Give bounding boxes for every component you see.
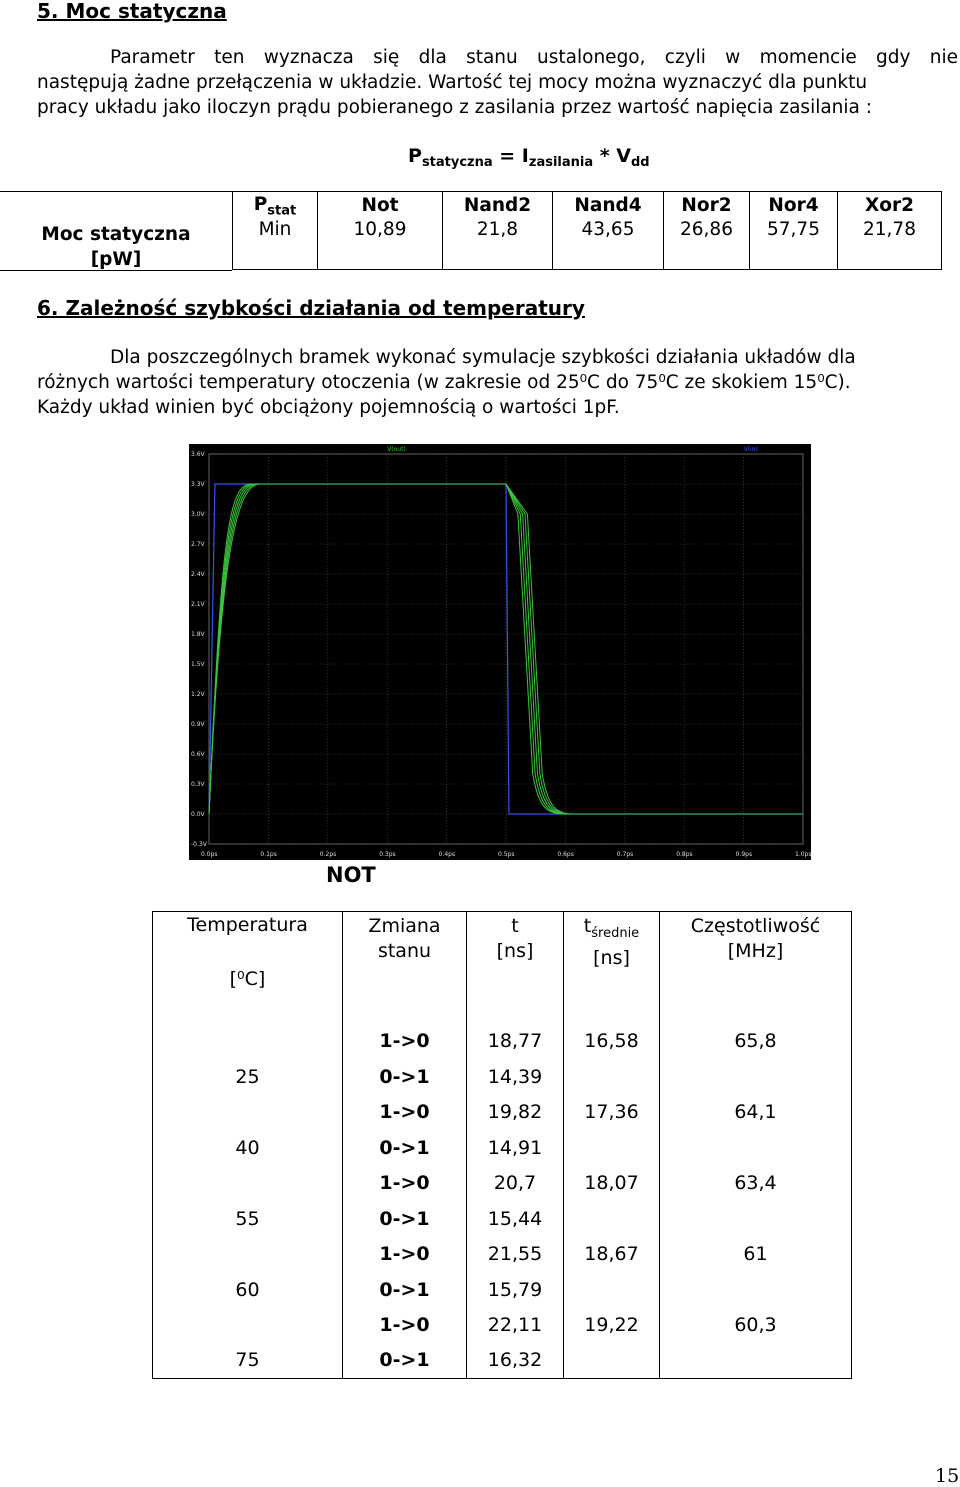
power-value: 10,89 (318, 219, 443, 270)
legend-label: V(in) (743, 446, 758, 453)
power-value: 21,8 (443, 219, 553, 270)
table-row (153, 1201, 852, 1237)
state-change-cell: 1->0 (343, 1095, 467, 1130)
paragraph-line: różnych wartości temperatury otoczenia (w zakresie od 25⁰C do 75⁰C ze skokiem 15⁰C). (37, 372, 851, 393)
gate-header: Nand2 (443, 192, 553, 219)
power-row-unit: [pW] (90, 249, 142, 270)
time-cell: 15,79 (467, 1272, 564, 1308)
frequency-cell (660, 1272, 852, 1308)
section-5-heading: 5. Moc statyczna (37, 0, 227, 23)
avg-time-cell (564, 1130, 660, 1166)
p-stat-header: $P_{stat}$ (233, 192, 318, 219)
temperature-cell: 75 (153, 1343, 343, 1379)
x-tick-label: 0.5ps (498, 851, 515, 858)
frequency-cell: 64,1 (734, 1101, 777, 1123)
simulation-waveform-chart (189, 444, 811, 860)
avg-time-cell (564, 1272, 660, 1308)
gate-header: Xor2 (865, 194, 914, 216)
table-row (153, 1343, 852, 1379)
time-cell: 15,44 (467, 1201, 564, 1237)
y-tick-label: 1.8V (191, 631, 205, 638)
legend-label: V(out) (387, 446, 406, 453)
frequency-cell: 60,3 (734, 1314, 777, 1336)
formula-mul: * V (593, 145, 631, 167)
y-tick-label: 0.0V (191, 811, 205, 818)
table-row (153, 1237, 852, 1272)
y-tick-label: 3.3V (191, 481, 205, 488)
frequency-cell (660, 1201, 852, 1237)
formula-p: P (408, 145, 422, 167)
temperature-cell: 40 (153, 1130, 343, 1166)
not-table-title: NOT (326, 863, 376, 887)
x-tick-label: 0.9ps (735, 851, 753, 858)
y-tick-label: 1.5V (191, 661, 205, 668)
temperature-cell (153, 1237, 343, 1272)
state-change-cell: 1->0 (343, 1024, 467, 1059)
state-change-cell: 0->1 (343, 1059, 467, 1095)
x-tick-label: 0.3ps (379, 851, 396, 858)
time-cell: 14,39 (467, 1059, 564, 1095)
static-power-formula (408, 145, 650, 170)
y-tick-label: 0.3V (191, 781, 205, 788)
table-row (153, 1095, 852, 1130)
y-tick-label: 3.0V (191, 511, 205, 518)
formula-v-sub: dd (631, 155, 650, 170)
header-state-change: Zmiana stanu (343, 912, 467, 1024)
header-avg-time: $t_{średnie}$ [ns] (564, 912, 660, 1024)
x-tick-label: 0.6ps (557, 851, 574, 858)
temperature-cell (153, 1308, 343, 1343)
time-cell: 20,7 (467, 1166, 564, 1201)
x-tick-label: 0.7ps (616, 851, 634, 858)
waveform-svg (189, 444, 811, 860)
avg-time-cell: 17,36 (564, 1095, 660, 1130)
formula-i-sub: zasilania (528, 155, 594, 170)
frequency-cell: 65,8 (734, 1030, 777, 1052)
state-change-cell: 0->1 (343, 1272, 467, 1308)
page-number: 15 (935, 1465, 960, 1487)
state-change-cell: 1->0 (343, 1308, 467, 1343)
header-time: t [ns] (467, 912, 564, 1024)
x-tick-label: 0.8ps (676, 851, 693, 858)
avg-time-cell: 18,07 (564, 1166, 660, 1201)
avg-time-cell: 16,58 (564, 1024, 660, 1059)
y-tick-label: 2.7V (191, 541, 205, 548)
header-temp-label: Temperatura (187, 914, 308, 936)
formula-eq: = I (492, 145, 529, 167)
power-value: 21,78 (863, 218, 916, 240)
section-6-heading: 6. Zależność szybkości działania od temperatury (37, 296, 585, 320)
header-temperature (153, 912, 343, 1024)
y-tick-label: 3.6V (191, 451, 205, 458)
temperature-cell (153, 1166, 343, 1201)
y-tick-label: 2.1V (191, 601, 205, 608)
frequency-cell (660, 1130, 852, 1166)
header-frequency: Częstotliwość [MHz] (690, 915, 821, 962)
power-value: 43,65 (553, 219, 664, 270)
paragraph-line: następują żadne przełączenia w układzie. Wartość tej mocy można wyznaczyć dla punktu (37, 72, 868, 93)
x-tick-label: 0.0ps (201, 851, 218, 858)
paragraph-line: Każdy układ winien być obciążony pojemnością o wartości 1pF. (37, 397, 620, 418)
state-change-cell: 0->1 (343, 1343, 467, 1379)
min-label: Min (233, 219, 318, 270)
temperature-cell (153, 1024, 343, 1059)
gate-header: Not (318, 192, 443, 219)
gate-header: Nor4 (750, 192, 838, 219)
x-tick-label: 0.1ps (260, 851, 277, 858)
time-cell: 18,77 (467, 1024, 564, 1059)
paragraph-line: pracy układu jako iloczyn prądu pobieranego z zasilania przez wartość napięcia zasilania : (37, 97, 873, 118)
avg-time-cell: 18,67 (564, 1237, 660, 1272)
time-cell: 14,91 (467, 1130, 564, 1166)
avg-time-cell (564, 1059, 660, 1095)
table-row (153, 1024, 852, 1059)
table-row (153, 1059, 852, 1095)
section-5-paragraph (37, 45, 958, 120)
table-row (153, 1272, 852, 1308)
power-value: 57,75 (750, 219, 838, 270)
avg-time-cell (564, 1343, 660, 1379)
power-table (232, 191, 942, 270)
y-tick-label: 1.2V (191, 691, 205, 698)
time-cell: 22,11 (467, 1308, 564, 1343)
state-change-cell: 1->0 (343, 1237, 467, 1272)
table-row (153, 1166, 852, 1201)
gate-header: Nor2 (664, 192, 750, 219)
temperature-cell (153, 1095, 343, 1130)
table-row (153, 1308, 852, 1343)
avg-time-cell: 19,22 (564, 1308, 660, 1343)
avg-time-cell (564, 1201, 660, 1237)
power-value: 26,86 (664, 219, 750, 270)
frequency-cell (660, 1343, 852, 1379)
state-change-cell: 1->0 (343, 1166, 467, 1201)
not-timing-table (152, 911, 852, 1379)
gate-header: Nand4 (553, 192, 664, 219)
temperature-cell: 25 (153, 1059, 343, 1095)
paragraph-line: Parametr ten wyznacza się dla stanu ustalonego, czyli w momencie gdy nie (110, 47, 958, 68)
time-cell: 16,32 (467, 1343, 564, 1379)
section-6-paragraph (37, 345, 958, 420)
y-tick-label: 2.4V (191, 571, 205, 578)
y-tick-label: 0.9V (191, 721, 205, 728)
state-change-cell: 0->1 (343, 1130, 467, 1166)
power-table-label-divider (0, 191, 233, 269)
frequency-cell (660, 1059, 852, 1095)
power-row-label: Moc statyczna (41, 224, 191, 245)
y-tick-label: -0.3V (191, 841, 207, 848)
y-tick-label: 0.6V (191, 751, 205, 758)
formula-p-sub: statyczna (421, 155, 493, 170)
table-row (153, 1130, 852, 1166)
frequency-cell: 61 (743, 1243, 768, 1265)
temperature-cell: 55 (153, 1201, 343, 1237)
paragraph-line: Dla poszczególnych bramek wykonać symulacje szybkości działania układów dla (110, 347, 856, 368)
time-cell: 21,55 (467, 1237, 564, 1272)
header-temp-unit: [⁰C] (229, 968, 266, 990)
temperature-cell: 60 (153, 1272, 343, 1308)
x-tick-label: 0.4ps (438, 851, 456, 858)
x-tick-label: 1.0ps (795, 851, 811, 858)
time-cell: 19,82 (467, 1095, 564, 1130)
frequency-cell: 63,4 (734, 1172, 777, 1194)
x-tick-label: 0.2ps (319, 851, 337, 858)
state-change-cell: 0->1 (343, 1201, 467, 1237)
